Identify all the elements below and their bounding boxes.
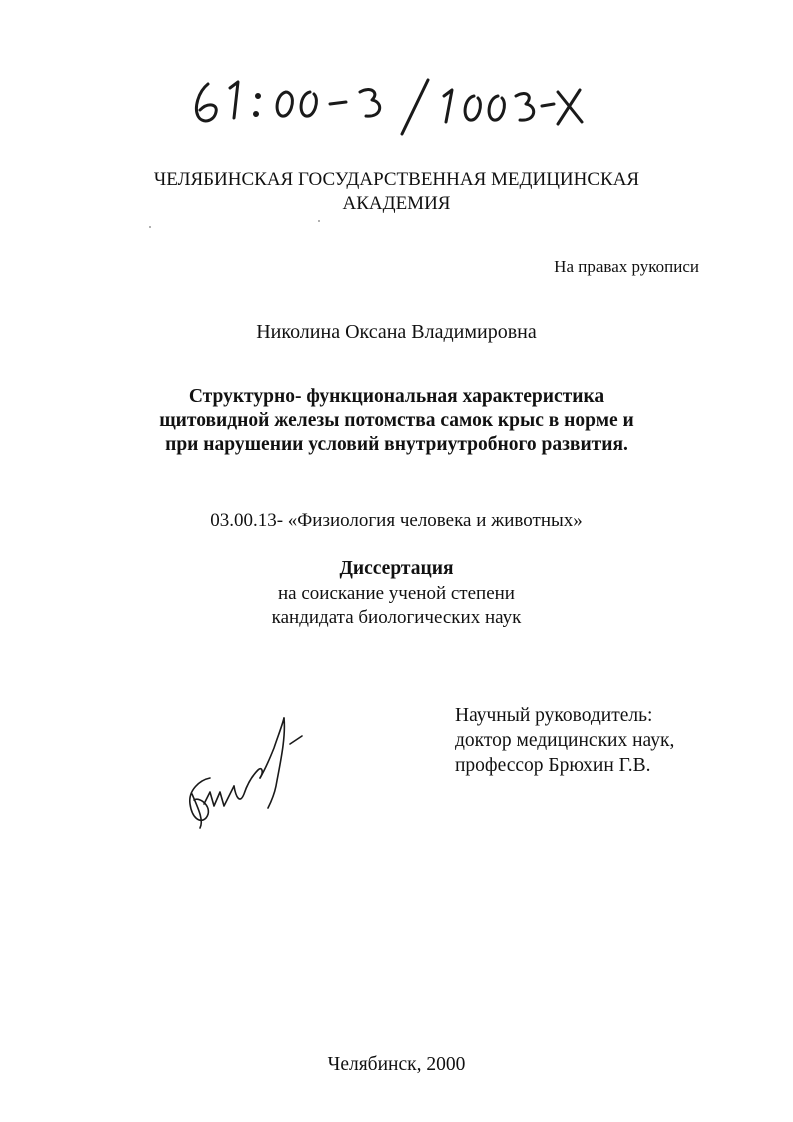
degree-line-2: кандидата биологических наук [271,607,522,628]
handwritten-archive-code [190,66,590,146]
supervisor-block [455,703,674,778]
title-line-2: щитовидной железы потомства самок крыс в норме и [159,410,634,431]
supervisor-line-2: доктор медицинских наук, [455,730,675,751]
dissertation-label: Диссертация [339,558,454,579]
supervisor-line-1: Научный руководитель: [455,705,653,726]
signature [170,708,320,848]
city-year: Челябинск, 2000 [327,1054,466,1075]
academy-heading [0,168,793,216]
degree-line-1: на соискание ученой степени [278,583,515,604]
supervisor-line-3: профессор Брюхин Г.В. [455,755,651,776]
scan-speck [149,226,151,228]
dissertation-title [0,385,793,457]
scan-speck [318,220,320,222]
specialty-code: 03.00.13- «Физиология человека и животных» [210,510,583,531]
title-line-3: при нарушении условий внутриутробного развития. [165,434,628,455]
academy-line-1: ЧЕЛЯБИНСКАЯ ГОСУДАРСТВЕННАЯ МЕДИЦИНСКАЯ [153,169,640,190]
academy-line-2: АКАДЕМИЯ [342,193,451,214]
title-line-1: Структурно- функциональная характеристика [188,386,605,407]
degree-description [0,582,793,630]
rights-note: На правах рукописи [554,257,699,276]
author-name: Николина Оксана Владимировна [256,321,537,343]
